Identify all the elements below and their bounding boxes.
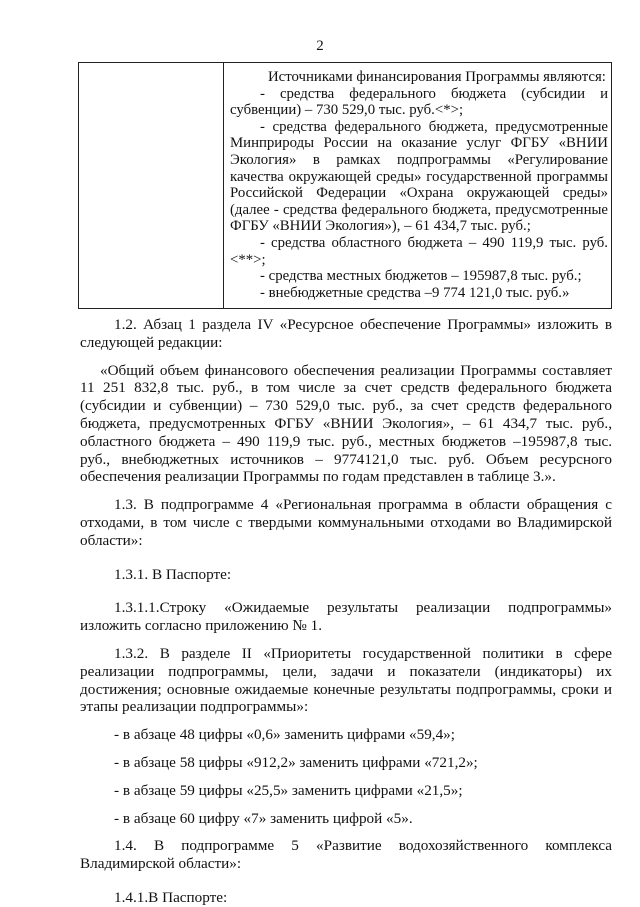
list-item: - в абзаце 59 цифры «25,5» заменить цифрами «21,5»;: [114, 781, 463, 799]
table-line: Источниками финансирования Программы являются:: [268, 69, 606, 85]
paragraph: «Общий объем финансового обеспечения реализации Программы составляет 11 251 832,8 тыс. руб., в том числе за счет средств федерального бюджета (субсидии и субвенции) – 730 529,0 тыс. руб., за счет средств федерального бюджета, предусмотренных ФГБУ «ВНИИ Экология», – 61 434,7 тыс. руб., областного бюджета – 490 119,9 тыс. руб., местных бюджетов –195987,8 тыс. руб., внебюджетных источников – 9774121,0 тыс. руб. Объем ресурсного обеспечения реализации Программы по годам представлен в таблице 3.».: [80, 361, 612, 486]
table-line: - средства федерального бюджета, предусмотренные Минприроды России на оказание услуг ФГБУ «ВНИИ Экология» в рамках подпрограммы «Регулирование качества окружающей среды» государственной программы Российской Федерации «Охрана окружающей среды» (далее - средства федерального бюджета, предусмотренные ФГБУ «ВНИИ Экология»), – 61 434,7 тыс. руб.;: [230, 118, 608, 235]
paragraph: 1.4. В подпрограмме 5 «Развитие водохозяйственного комплекса Владимирской области»:: [80, 837, 612, 873]
table-label-cell: [79, 63, 224, 308]
document-body: [80, 316, 612, 907]
list-item: - в абзаце 48 цифры «0,6» заменить цифрами «59,4»;: [114, 726, 455, 744]
paragraph: 1.3.1. В Паспорте:: [114, 565, 232, 583]
funding-table: [78, 62, 612, 309]
table-line: - средства областного бюджета – 490 119,9 тыс. руб.<**>;: [230, 234, 608, 268]
paragraph: 1.3.1.1.Строку «Ожидаемые результаты реализации подпрограммы» изложить согласно приложению № 1.: [80, 599, 612, 635]
table-line: - внебюджетные средства –9 774 121,0 тыс. руб.»: [260, 284, 570, 301]
paragraph: 1.2. Абзац 1 раздела IV «Ресурсное обеспечение Программы» изложить в следующей редакции:: [80, 316, 612, 351]
paragraph: 1.3. В подпрограмме 4 «Региональная программа в области обращения с отходами, в том числе с твердыми коммунальными отходами во Владимирской области»:: [80, 496, 612, 549]
paragraph: 1.4.1.В Паспорте:: [114, 888, 228, 906]
list-item: - в абзаце 60 цифру «7» заменить цифрой «5».: [114, 809, 413, 827]
list-item: - в абзаце 58 цифры «912,2» заменить цифрами «721,2»;: [114, 753, 478, 771]
page-number: 2: [316, 38, 324, 54]
table-line: - средства местных бюджетов – 195987,8 тыс. руб.;: [260, 268, 582, 285]
table-content-cell: [224, 63, 611, 308]
paragraph: 1.3.2. В разделе II «Приоритеты государственной политики в сфере реализации подпрограммы, цели, задачи и показатели (индикаторы) их достижения; основные ожидаемые конечные результаты подпрограммы, сроки и этапы реализации подпрограммы»:: [80, 644, 612, 716]
table-line: - средства федерального бюджета (субсидии и субвенции) – 730 529,0 тыс. руб.<*>;: [230, 85, 608, 119]
